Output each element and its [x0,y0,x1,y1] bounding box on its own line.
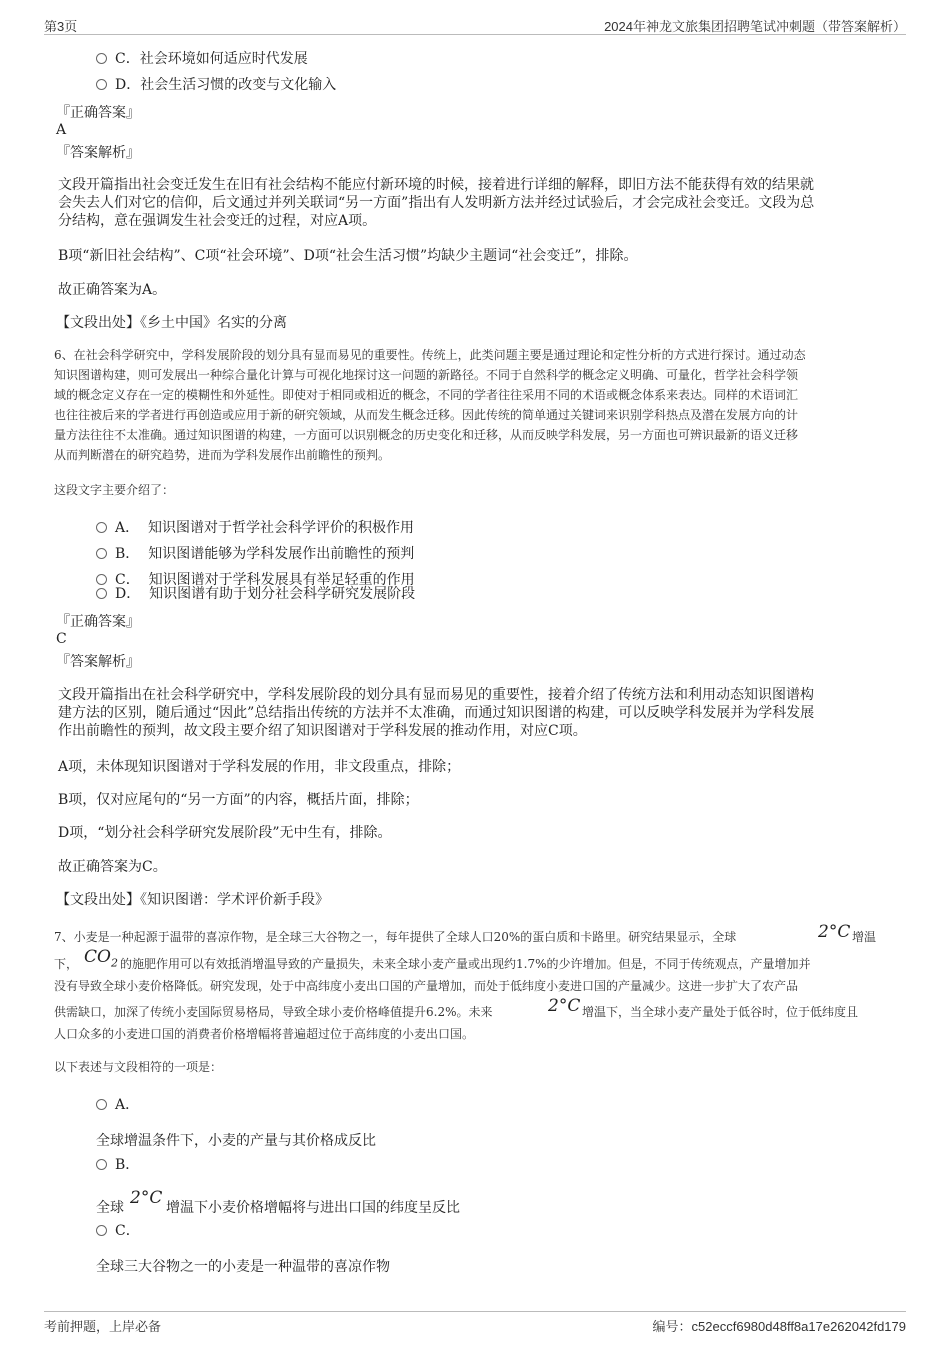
q6-analysis-title: 『答案解析』 [56,654,140,670]
q6-source: 【文段出处】《知识图谱：学术评价新手段》 [56,892,329,908]
q7-option-a[interactable]: A． [96,1094,139,1114]
q5-answer-title: 『正确答案』 [56,105,140,121]
q7-option-a-text: 全球增温条件下，小麦的产量与其价格成反比 [96,1133,376,1149]
q5-option-c[interactable]: C．社会环境如何适应时代发展 [96,48,308,68]
q5-conclusion: 故正确答案为A。 [58,282,167,298]
q6-answer: C [56,631,67,647]
q7-option-c[interactable]: C． [96,1220,140,1240]
q6-option-d[interactable]: D． 知识图谱有助于划分社会科学研究发展阶段 [96,583,415,603]
page-header [44,14,906,35]
radio-icon[interactable] [96,1225,107,1236]
q6-exclude-a: A项，未体现知识图谱对于学科发展的作用，非文段重点，排除； [58,759,461,775]
radio-icon[interactable] [96,1099,107,1110]
q7-stem-line1: 7、小麦是一种起源于温带的喜凉作物，是全球三大谷物之一，每年提供了全球人口20%的蛋白质和卡路里。研究结果显示，全球 [54,930,737,944]
q7-stem-line3: 没有导致全球小麦价格降低。研究发现，处于中高纬度小麦出口国的产量增加，而处于低纬度小麦进口国的产量减少。这进一步扩大了农产品 [54,979,799,993]
q7-option-b-temp-formula: 2°C [130,1188,163,1208]
q7-temp-formula-1: 2°C [818,922,851,942]
q7-stem-line4-end: 增温下，当全球小麦产量处于低谷时，位于低纬度且 [582,1005,859,1019]
document-title: 2024年神龙文旅集团招聘笔试冲刺题（带答案解析） [604,19,906,34]
q6-exclude-d: D项，“划分社会科学研究发展阶段”无中生有，排除。 [58,825,392,841]
q5-source: 【文段出处】《乡土中国》名实的分离 [56,315,287,331]
q7-stem-line1-end: 增温 [852,930,877,944]
q6-stem: 6、在社会科学研究中，学科发展阶段的划分具有显而易见的重要性。传统上，此类问题主要是通过理论和定性分析的方式进行探讨。通过动态 知识图谱构建，则可发展出一种综合量化计算与可视化地探讨这一问题的新路径。不同于自然科学的概念定义明确、可量化，哲学社会科学领 域的概念定义存在一定的模糊性和外延性。即使对于相同或相近的概念，不同的学者往往采用不同的术语或概念体系来表达。同样的术语词汇 也往往被后来的学者进行再创造或应用于新的研究领域，从而发生概念迁移。因此传统的简单通过关键词来识别学科热点及潜在发展方向的计 量方法往往不太准确。通过知识图谱的构建，一方面可以识别概念的历史变化和迁移，从而反映学科发展，另一方面也可辨识最新的语义迁移 从而判断潜在的研究趋势，进而为学科发展作出前瞻性的预判。 [54,348,806,462]
q6-answer-title: 『正确答案』 [56,614,140,630]
radio-icon[interactable] [96,548,107,559]
page-number: 第3页 [44,19,78,34]
q7-stem-line5: 人口众多的小麦进口国的消费者价格增幅将普遍超过位于高纬度的小麦出口国。 [54,1027,475,1041]
q5-analysis-title: 『答案解析』 [56,145,140,161]
q6-analysis: 文段开篇指出在社会科学研究中，学科发展阶段的划分具有显而易见的重要性，接着介绍了传统方法和利用动态知识图谱构 建方法的区别，随后通过“因此”总结指出传统的方法并不太准确，而通过知识图谱的构建，可以反映学科发展并为学科发展 作出前瞻性的预判，故文段主要介绍了知识图谱对于学科发展的推动作用，对应C项。 [58,687,815,739]
radio-icon[interactable] [96,79,107,90]
radio-icon[interactable] [96,1159,107,1170]
q7-stem-line2: 的施肥作用可以有效抵消增温导致的产量损失，未来全球小麦产量或出现约1.7%的少许增加。但是，不同于传统观点，产量增加并 [120,957,811,971]
q7-question: 以下表述与文段相符的一项是： [54,1060,223,1074]
q7-option-b-text-start: 全球 [96,1200,124,1216]
q7-option-b[interactable]: B． [96,1154,139,1174]
q6-exclude-b: B项，仅对应尾句的“另一方面”的内容，概括片面，排除； [58,792,419,808]
q5-answer: A [56,122,67,138]
radio-icon[interactable] [96,53,107,64]
q7-co2-formula: $CO_2$ [84,947,118,970]
q7-stem-line2-start: 下， [54,957,79,971]
q7-option-b-text: 增温下小麦价格增幅将与进出口国的纬度呈反比 [166,1200,460,1216]
q5-exclude: B项“新旧社会结构”、C项“社会环境”、D项“社会生活习惯”均缺少主题词“社会变迁”，排除。 [58,248,638,264]
q6-question: 这段文字主要介绍了： [54,483,175,497]
q5-analysis: 文段开篇指出社会变迁发生在旧有社会结构不能应付新环境的时候，接着进行详细的解释，即旧方法不能获得有效的结果就 会失去人们对它的信仰，后文通过并列关联词“另一方面”指出有人发明新方法并经过试验后，才会完成社会变迁。文段为总 分结构，意在强调发生社会变迁的过程，对应A项。 [58,177,815,229]
document-id: 编号：c52eccf6980d48ff8a17e262042fd179 [652,1319,906,1334]
q7-option-c-text: 全球三大谷物之一的小麦是一种温带的喜凉作物 [96,1259,390,1275]
q6-conclusion: 故正确答案为C。 [58,859,167,875]
q7-temp-formula-2: 2°C [548,996,581,1016]
radio-icon[interactable] [96,522,107,533]
q6-option-a[interactable]: A． 知识图谱对于哲学社会科学评价的积极作用 [96,517,414,537]
q6-option-b[interactable]: B． 知识图谱能够为学科发展作出前瞻性的预判 [96,543,414,563]
radio-icon[interactable] [96,588,107,599]
q5-option-d[interactable]: D．社会生活习惯的改变与文化输入 [96,74,336,94]
q7-stem-line4: 供需缺口，加深了传统小麦国际贸易格局，导致全球小麦价格峰值提升6.2%。未来 [54,1005,493,1019]
q6-option-c[interactable]: C． 知识图谱对于学科发展具有举足轻重的作用 [96,569,415,589]
page-footer [44,1311,906,1338]
footer-slogan: 考前押题，上岸必备 [44,1319,162,1334]
